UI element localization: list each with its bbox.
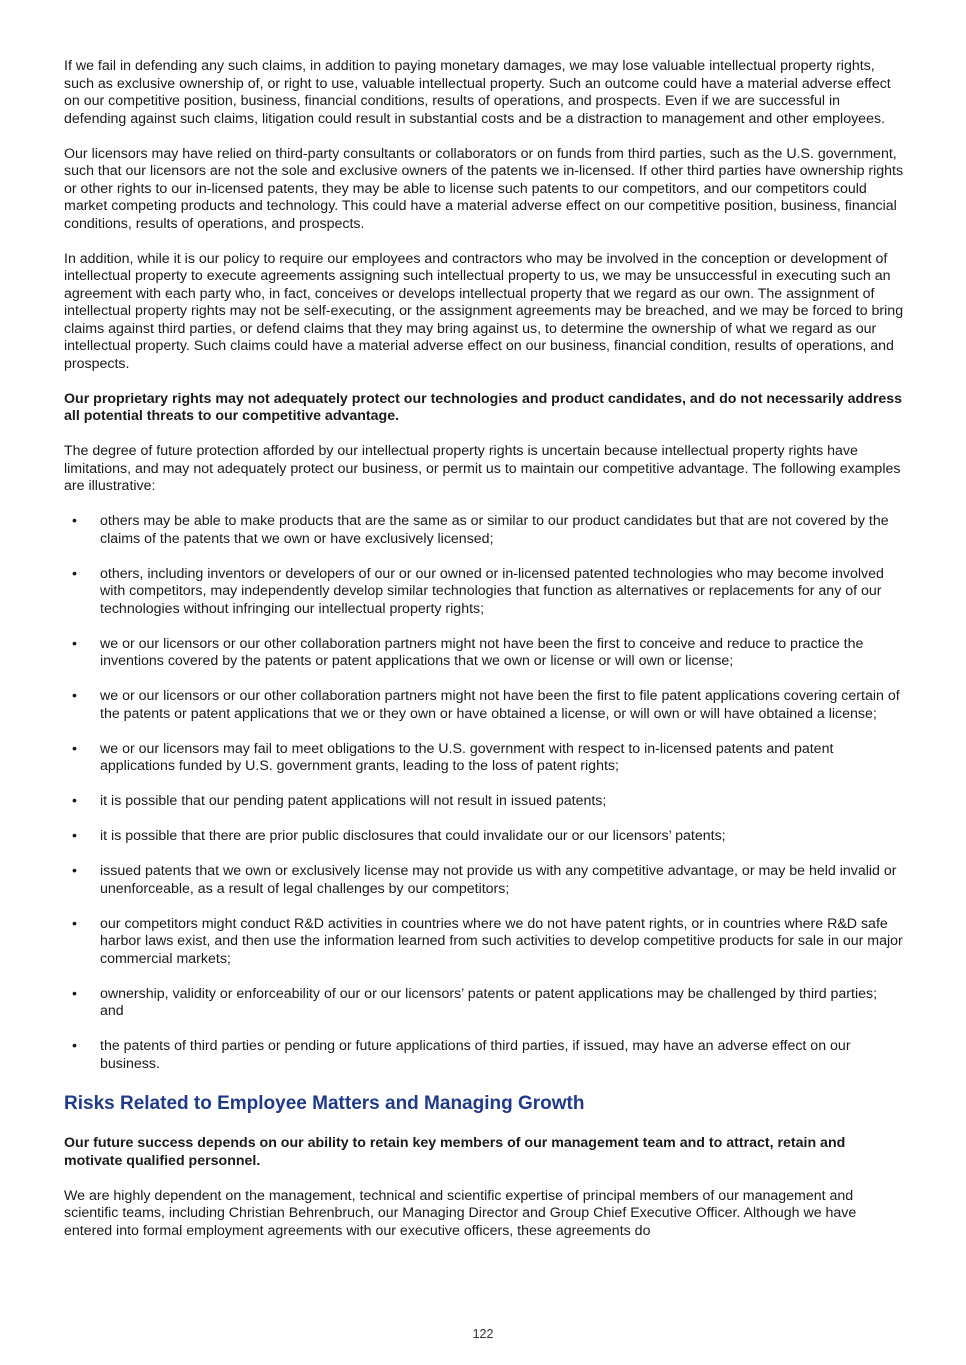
body-paragraph: If we fail in defending any such claims, in addition to paying monetary damages, we may lose valuable intellectual property rights, such as exclusive ownership of, or right to use, valuable intellectual property. Such an outcome could have a material adverse effect on our competitive position, business, financial conditions, results of operations, and prospects. Even if we are successful in defending against such claims, litigation could result in substantial costs and be a distraction to management and other employees. [64,58,891,127]
list-item [64,1038,904,1073]
list-item [64,986,904,1021]
bullet-icon: • [72,1038,77,1054]
body-paragraph: We are highly dependent on the management, technical and scientific expertise of principal members of our management and scientific teams, including Christian Behrenbruch, our Managing Director and Group Chief Executive Officer. Although we have entered into formal employment agreements with our executive officers, these agreements do [64,1187,857,1239]
page-number: 122 [472,1327,494,1341]
bullet-icon: • [72,688,77,704]
bullet-icon: • [72,915,77,932]
list-item [64,513,904,548]
list-item-text: we or our licensors or our other collaboration partners might not have been the first to file patent applications covering certain of the patents or patent applications that we or they own or have obtained a license, or will own or will have obtained a license; [100,688,900,722]
list-item-text: issued patents that we own or exclusively license may not provide us with any competitive advantage, or may be held invalid or unenforceable, as a result of legal challenges by our competitors; [100,863,897,897]
risk-factor-heading: Our proprietary rights may not adequately protect our technologies and product candidates, and do not necessarily address all potential threats to our competitive advantage. [64,390,903,424]
list-item-text: the patents of third parties or pending or future applications of third parties, if issued, may have an adverse effect on our business. [100,1038,851,1072]
list-item-text: others, including inventors or developers of our or our owned or in-licensed patented technologies who may become involved with competitors, may independently develop similar technologies that function as alternatives or replacements for any of our technologies without infringing our intellectual property rights; [100,565,884,617]
risk-factor-heading: Our future success depends on our ability to retain key members of our management team and to attract, retain and motivate qualified personnel. [64,1135,846,1169]
bullet-icon: • [72,513,77,529]
list-item [64,793,904,811]
body-paragraph: The degree of future protection afforded by our intellectual property rights is uncertain because intellectual property rights have limitations, and may not adequately protect our business, or permit us to maintain our competitive advantage. The following examples are illustrative: [64,443,901,494]
bullet-list [64,513,904,1073]
list-item-text: our competitors might conduct R&D activities in countries where we do not have patent rights, or in countries where R&D safe harbor laws exist, and then use the information learned from such activities to develop competitive products for sale in our major commercial markets; [100,915,903,967]
list-item [64,566,904,619]
bullet-icon: • [72,740,77,757]
list-item-text: it is possible that our pending patent applications will not result in issued patents; [100,793,607,809]
list-item [64,828,904,846]
list-item [64,916,904,969]
body-paragraph: Our licensors may have relied on third-party consultants or collaborators or on funds from third parties, such as the U.S. government, such that our licensors are not the sole and exclusive owners of the patents we in-licensed. If other third parties have ownership rights or other rights to our in-licensed patents, they may be able to license such patents to our competitors, and our competitors could market competing products and technology. This could have a material adverse effect on our competitive position, business, financial conditions, results of operations, and prospects. [64,145,904,232]
list-item [64,688,904,723]
bullet-icon: • [72,828,77,844]
bullet-icon: • [72,985,77,1002]
list-item-text: others may be able to make products that are the same as or similar to our product candidates but that are not covered by the claims of the patents that we own or have exclusively licensed; [100,513,889,547]
list-item-text: it is possible that there are prior public disclosures that could invalidate our or our licensors’ patents; [100,828,726,844]
section-heading: Risks Related to Employee Matters and Managing Growth [64,1093,585,1114]
bullet-icon: • [72,863,77,879]
bullet-icon: • [72,565,77,582]
document-page [64,58,904,1258]
list-item [64,863,904,898]
list-item-text: we or our licensors may fail to meet obligations to the U.S. government with respect to in-licensed patents and patent applications funded by U.S. government grants, leading to the loss of patent rights; [100,740,834,774]
list-item-text: ownership, validity or enforceability of our or our licensors’ patents or patent applications may be challenged by third parties; and [100,985,878,1019]
list-item [64,741,904,776]
bullet-icon: • [72,793,77,809]
list-item [64,636,904,671]
list-item-text: we or our licensors or our other collaboration partners might not have been the first to conceive and reduce to practice the inventions covered by the patents or patent applications that we own or license or will own or license; [100,635,864,669]
body-paragraph: In addition, while it is our policy to require our employees and contractors who may be involved in the conception or development of intellectual property to execute agreements assigning such intellectual property to us, we may be unsuccessful in executing such an agreement with each party who, in fact, conceives or develops intellectual property that we regard as our own. The assignment of intellectual property rights may not be self-executing, or the assignment agreements may be breached, and we may be forced to bring claims against third parties, or defend claims that they may bring against us, to determine the ownership of what we regard as our intellectual property. Such claims could have a material adverse effect on our business, financial condition, results of operations, and prospects. [64,250,904,372]
bullet-icon: • [72,635,77,652]
